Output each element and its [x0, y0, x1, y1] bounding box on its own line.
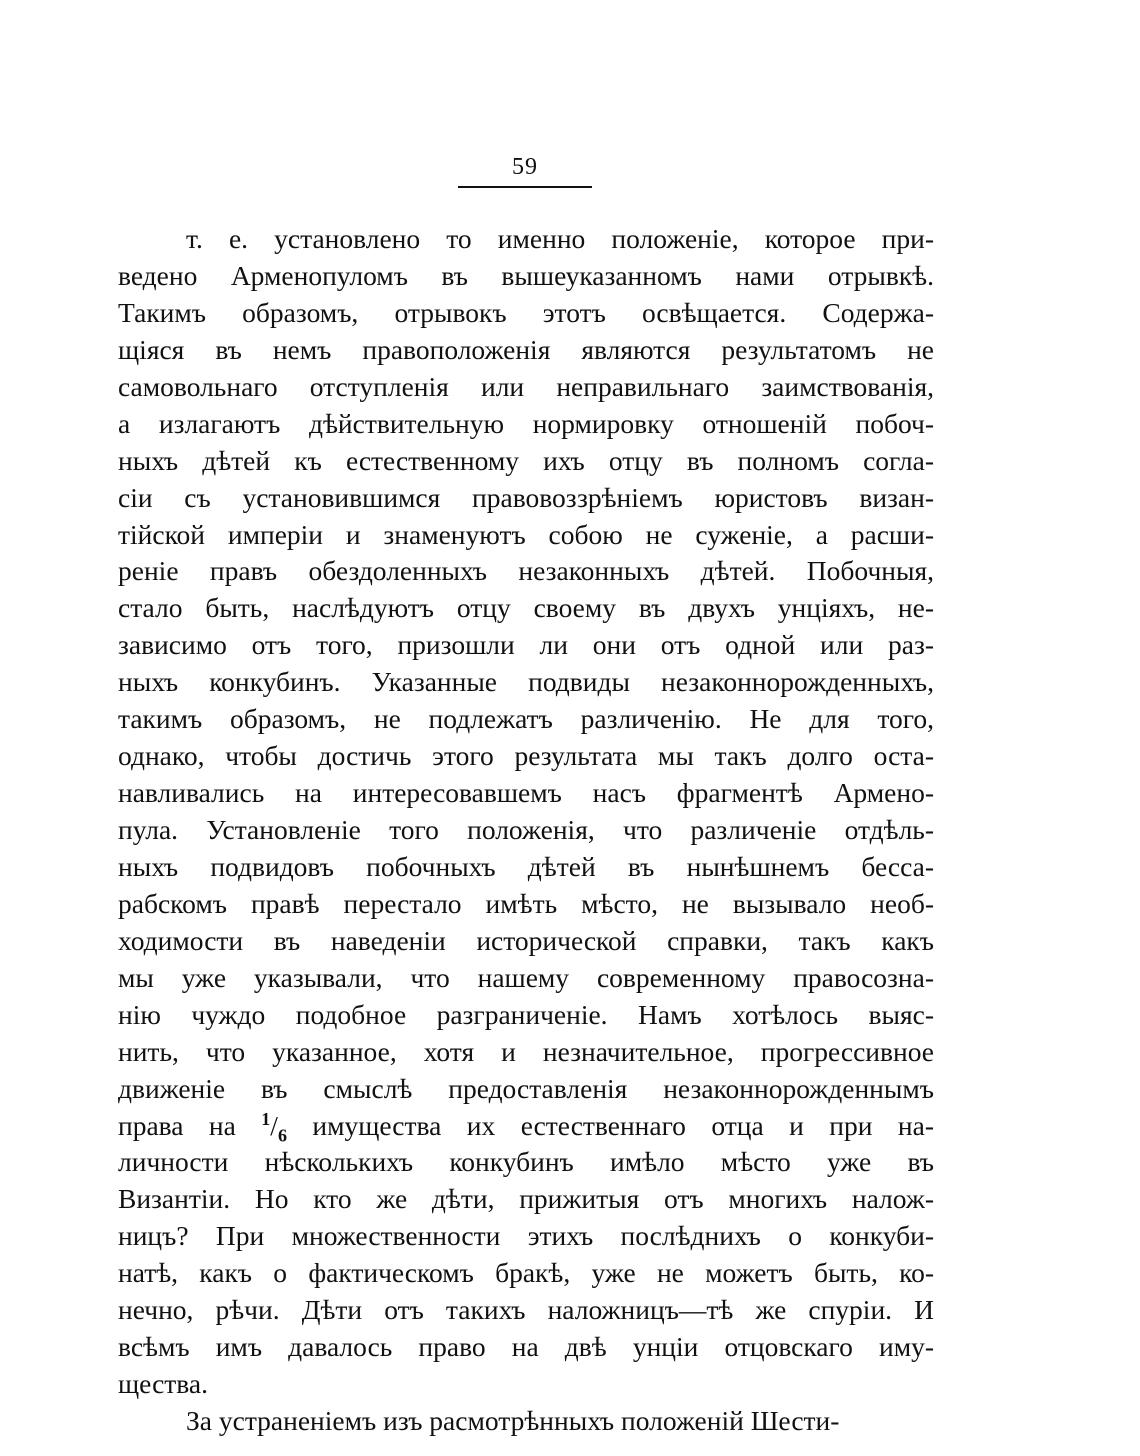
- text-line: Такимъ образомъ, отрывокъ этотъ освѣщается. Содержа-: [118, 296, 934, 328]
- text-line: натѣ, какъ о фактическомъ бракѣ, уже не можетъ быть, ко-: [118, 1257, 934, 1289]
- text-line: стало быть, наслѣдуютъ отцу своему въ двухъ унціяхъ, не-: [118, 592, 934, 624]
- text-line: однако, чтобы достичь этого результата мы такъ долго оста-: [118, 740, 934, 772]
- page-body: [118, 221, 934, 1440]
- text-line: тійской имперіи и знаменуютъ собою не суженіе, а расши-: [118, 518, 934, 550]
- text-line: нію чуждо подобное разграниченіе. Намъ хотѣлось выяс-: [118, 998, 934, 1030]
- text-line: а излагаютъ дѣйствительную нормировку отношеній побоч-: [118, 407, 934, 439]
- text-line: ведено Арменопуломъ въ вышеуказанномъ нами отрывкѣ.: [118, 259, 934, 291]
- text-line: нить, что указанное, хотя и незначительное, прогрессивное: [118, 1035, 934, 1067]
- text-line: пула. Установленіе того положенія, что различеніе отдѣль-: [118, 814, 934, 845]
- text-line: всѣмъ имъ давалось право на двѣ унціи отцовскаго иму-: [118, 1331, 934, 1363]
- text-line: т. е. установлено то именно положеніе, которое при-: [186, 223, 934, 254]
- text-line: ницъ? При множественности этихъ послѣднихъ о конкуби-: [118, 1220, 934, 1252]
- fraction-denominator: 6: [277, 1125, 287, 1145]
- page-number: 59: [512, 154, 538, 180]
- text-line: ходимости въ наведеніи исторической справки, такъ какъ: [118, 924, 934, 956]
- fraction-numerator: 1: [261, 1108, 271, 1129]
- fraction-before: права на: [118, 1109, 262, 1141]
- text-line: щіяся въ немъ правоположенія являются результатомъ не: [118, 333, 934, 365]
- fraction-after: имущества их естественнаго отца и при на-: [286, 1109, 934, 1141]
- text-line: За устраненіемъ изъ расмотрѣнныхъ положеній Шести-: [186, 1405, 840, 1436]
- header-rule: [458, 186, 592, 188]
- text-line: зависимо отъ того, призошли ли они отъ одной или раз-: [118, 629, 934, 661]
- text-line: ныхъ конкубинъ. Указанные подвиды незаконнорожденныхъ,: [118, 666, 934, 698]
- text-line: самовольнаго отступленія или неправильнаго заимствованія,: [118, 370, 934, 402]
- text-line: рабскомъ правѣ перестало имѣть мѣсто, не вызывало необ-: [118, 887, 934, 919]
- text-line: щества.: [118, 1368, 208, 1400]
- text-line: личности нѣсколькихъ конкубинъ имѣло мѣсто уже въ: [118, 1146, 934, 1178]
- fraction-one-sixth: [261, 1108, 287, 1145]
- text-line: такимъ образомъ, не подлежатъ различенію. Не для того,: [118, 703, 934, 735]
- text-line: реніе правъ обездоленныхъ незаконныхъ дѣтей. Побочныя,: [118, 555, 934, 587]
- text-line: Византіи. Но кто же дѣти, прижитыя отъ многихъ налож-: [118, 1183, 934, 1215]
- text-line: ныхъ подвидовъ побочныхъ дѣтей въ нынѣшнемъ бесса-: [118, 850, 934, 882]
- text-line: ныхъ дѣтей къ естественному ихъ отцу въ полномъ согла-: [118, 444, 934, 476]
- text-line: движеніе въ смыслѣ предоставленія незаконнорожденнымъ: [118, 1072, 934, 1104]
- text-line: мы уже указывали, что нашему современному правосозна-: [118, 961, 934, 993]
- fraction-slash: /: [270, 1109, 278, 1141]
- text-line: нечно, рѣчи. Дѣти отъ такихъ наложницъ—тѣ же спуріи. И: [118, 1294, 934, 1326]
- text-line: сіи съ установившимся правовоззрѣніемъ юристовъ визан-: [118, 481, 934, 513]
- text-line: навливались на интересовавшемъ насъ фрагментѣ Армено-: [118, 777, 934, 809]
- text-line-fraction: [118, 1108, 934, 1145]
